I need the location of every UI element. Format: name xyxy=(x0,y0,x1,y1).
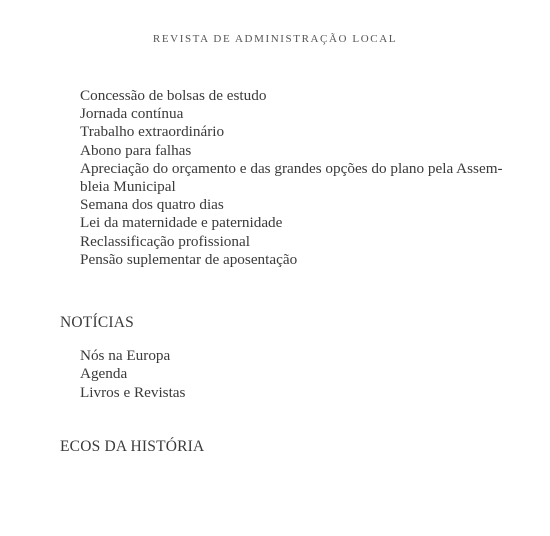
noticias-item: Agenda xyxy=(80,365,128,383)
topic-item: bleia Municipal xyxy=(80,178,176,196)
topic-item: Trabalho extraordinário xyxy=(80,123,225,141)
topic-item: Concessão de bolsas de estudo xyxy=(80,87,267,104)
ecos-heading: ECOS DA HISTÓRIA xyxy=(60,438,205,455)
noticias-item: Livros e Revistas xyxy=(80,383,186,401)
running-head: REVISTA DE ADMINISTRAÇÃO LOCAL xyxy=(152,33,398,45)
topic-item: Apreciação do orçamento e das grandes opções do plano pela Assem- xyxy=(80,159,503,177)
topics-list xyxy=(80,87,503,269)
topic-item: Reclassificação profissional xyxy=(80,232,250,250)
topic-item: Jornada contínua xyxy=(80,105,184,123)
topic-item: Semana dos quatro dias xyxy=(80,196,224,214)
topic-item: Pensão suplementar de aposentação xyxy=(80,250,298,268)
noticias-heading: NOTÍCIAS xyxy=(60,314,134,331)
noticias-item: Nós na Europa xyxy=(80,347,171,364)
topic-item: Lei da maternidade e paternidade xyxy=(80,214,283,232)
topic-item: Abono para falhas xyxy=(80,141,192,159)
noticias-list xyxy=(80,347,185,402)
